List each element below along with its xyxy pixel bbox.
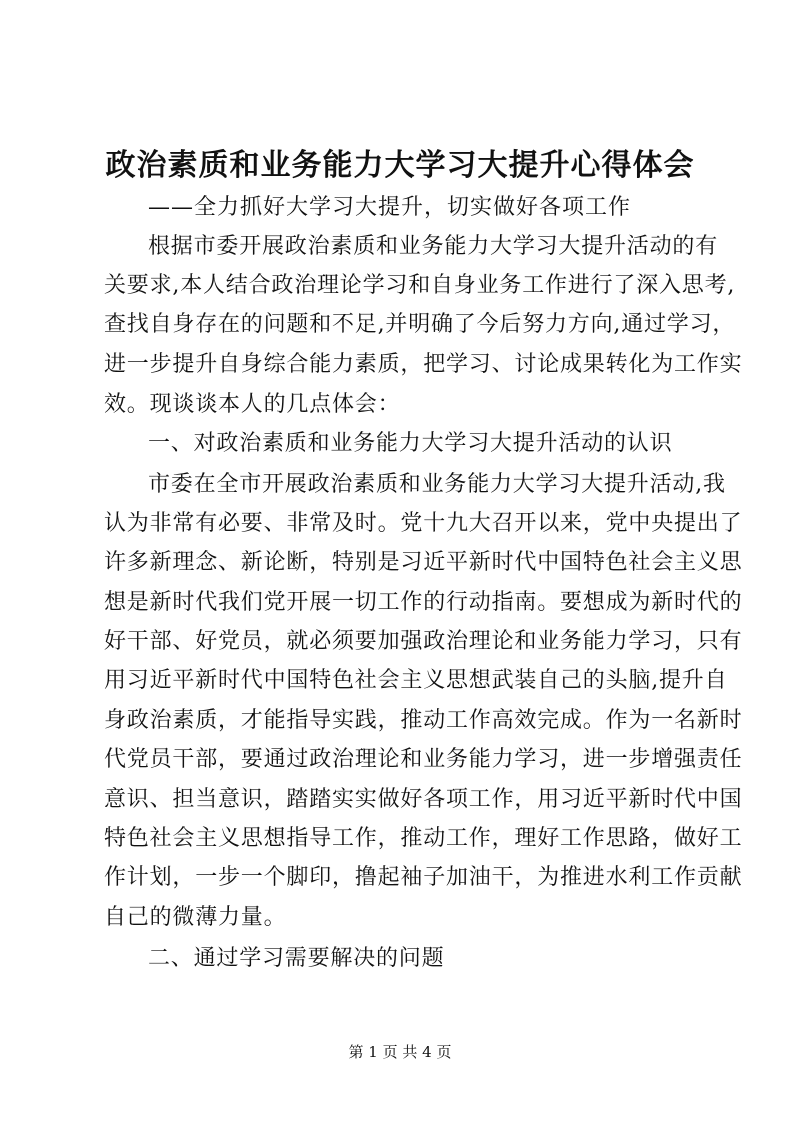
paragraph-line: 意识、担当意识，踏踏实实做好各项工作，用习近平新时代中国 bbox=[104, 787, 743, 812]
section-heading: 一、对政治素质和业务能力大学习大提升活动的认识 bbox=[148, 431, 673, 456]
paragraph-line: 认为非常有必要、非常及时。党十九大召开以来，党中央提出了 bbox=[104, 511, 743, 536]
paragraph-line: 想是新时代我们党开展一切工作的行动指南。要想成为新时代的 bbox=[104, 590, 743, 615]
page-subtitle: ——全力抓好大学习大提升，切实做好各项工作 bbox=[148, 195, 632, 220]
paragraph-line: 市委在全市开展政治素质和业务能力大学习大提升活动,我 bbox=[148, 472, 726, 497]
paragraph-line: 进一步提升自身综合能力素质，把学习、讨论成果转化为工作实 bbox=[104, 352, 743, 377]
paragraph-line: 特色社会主义思想指导工作，推动工作，理好工作思路，做好工 bbox=[104, 826, 743, 851]
paragraph-line: 用习近平新时代中国特色社会主义思想武装自己的头脑,提升自 bbox=[104, 668, 728, 693]
page-title: 政治素质和业务能力大学习大提升心得体会 bbox=[105, 148, 695, 183]
page-number: 第 1 页 共 4 页 bbox=[348, 1043, 452, 1061]
paragraph-line: 好干部、好党员，就必须要加强政治理论和业务能力学习，只有 bbox=[104, 629, 743, 654]
paragraph-line: 身政治素质，才能指导实践，推动工作高效完成。作为一名新时 bbox=[104, 708, 743, 733]
paragraph-line: 效。现谈谈本人的几点体会： bbox=[104, 392, 401, 417]
paragraph-line: 许多新理念、新论断，特别是习近平新时代中国特色社会主义思 bbox=[104, 550, 743, 575]
paragraph-line: 查找自身存在的问题和不足,并明确了今后努力方向,通过学习， bbox=[104, 312, 736, 337]
paragraph-line: 作计划，一步一个脚印，撸起袖子加油干，为推进水利工作贡献 bbox=[104, 865, 743, 890]
paragraph-line: 关要求,本人结合政治理论学习和自身业务工作进行了深入思考, bbox=[104, 273, 736, 298]
paragraph-line: 自己的微薄力量。 bbox=[104, 905, 287, 930]
section-heading: 二、通过学习需要解决的问题 bbox=[148, 946, 445, 971]
paragraph-line: 根据市委开展政治素质和业务能力大学习大提升活动的有 bbox=[148, 234, 719, 259]
paragraph-line: 代党员干部，要通过政治理论和业务能力学习，进一步增强责任 bbox=[104, 747, 743, 772]
